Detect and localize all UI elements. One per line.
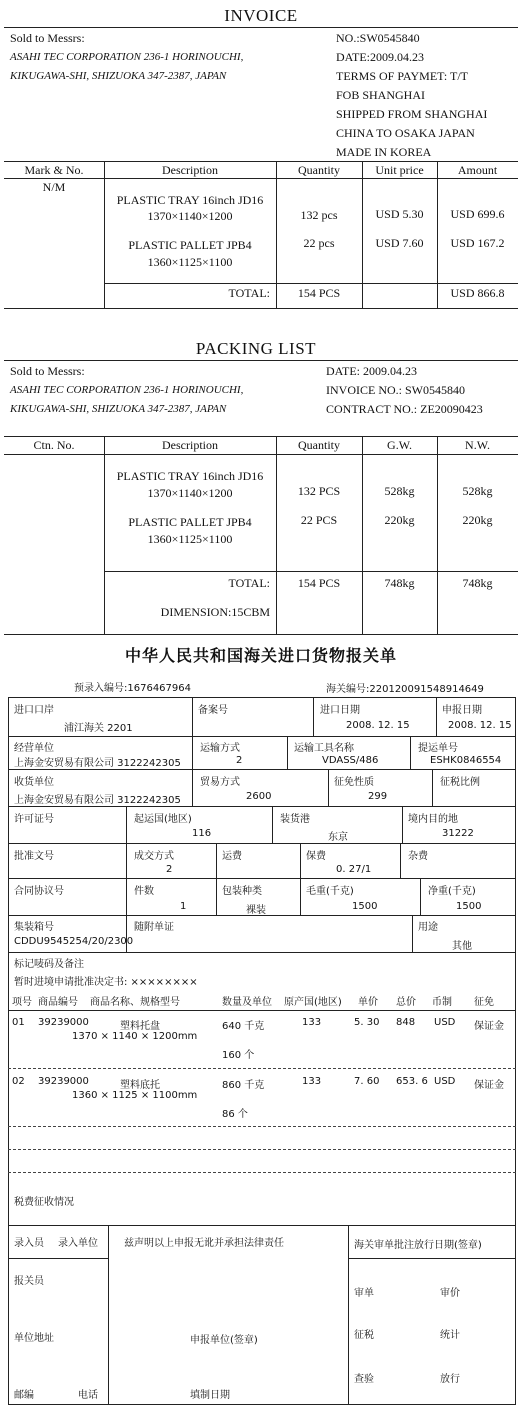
- customs-price-review-label: 审价: [440, 1288, 460, 1299]
- invoice-item1-amount: USD 699.6: [450, 207, 505, 221]
- customs-release-label: 放行: [440, 1374, 460, 1385]
- packing-item1-desc: PLASTIC TRAY 16inch JD16: [116, 469, 264, 483]
- packing-item2-size: 1360×1125×1100: [147, 532, 233, 546]
- customs-transport-label: 运输方式: [200, 743, 240, 754]
- customs-approval-title: 海关审单批注放行日期(签章): [354, 1240, 482, 1251]
- packing-header-nw: N.W.: [465, 438, 490, 452]
- goods-header-name: 商品名称、规格型号: [90, 997, 180, 1008]
- divider: [192, 736, 193, 806]
- customs-port-value: 浦江海关 2201: [64, 723, 133, 734]
- divider: [436, 697, 437, 736]
- customs-tax-label: 税费征收情况: [14, 1197, 74, 1208]
- packing-header-ctn: Ctn. No.: [33, 438, 75, 452]
- customs-deal-label: 成交方式: [134, 851, 174, 862]
- packing-date: DATE: 2009.04.23: [326, 364, 417, 378]
- invoice-date: DATE:2009.04.23: [336, 50, 424, 64]
- divider: [4, 634, 518, 635]
- customs-trade-label: 贸易方式: [200, 777, 240, 788]
- invoice-header-amount: Amount: [457, 163, 498, 177]
- goods-row2-price: 7. 60: [354, 1076, 380, 1087]
- customs-misc-label: 杂费: [408, 851, 428, 862]
- goods-row1-spec: 1370 × 1140 × 1200mm: [72, 1031, 198, 1042]
- divider: [412, 915, 413, 952]
- customs-marks-label: 标记唛码及备注: [14, 959, 84, 970]
- invoice-buyer-line2: KIKUGAWA-SHI, SHIZUOKA 347-2387, JAPAN: [10, 70, 227, 82]
- invoice-sold-to-label: Sold to Messrs:: [10, 31, 85, 45]
- customs-declaration: 兹声明以上申报无讹并承担法律责任: [124, 1238, 284, 1249]
- customs-bl-value: ESHK0846554: [430, 755, 502, 766]
- divider: [287, 736, 288, 769]
- packing-item1-nw: 528kg: [462, 484, 493, 498]
- divider: [362, 161, 363, 308]
- goods-row2-qty2: 86 个: [222, 1109, 248, 1120]
- divider: [8, 1126, 516, 1127]
- customs-container-label: 集装箱号: [14, 922, 54, 933]
- goods-row2-exempt: 保证金: [474, 1080, 504, 1091]
- invoice-item2-qty: 22 pcs: [303, 236, 335, 250]
- divider: [362, 436, 363, 634]
- invoice-header-mark: Mark & No.: [24, 163, 84, 177]
- divider: [300, 843, 301, 915]
- invoice-total-label: TOTAL:: [228, 286, 270, 300]
- customs-use-label: 用途: [418, 922, 438, 933]
- customs-deal-value: 2: [166, 864, 173, 875]
- goods-row1-name: 塑料托盘: [120, 1021, 160, 1032]
- divider: [8, 1172, 516, 1173]
- divider: [437, 436, 438, 634]
- divider: [420, 878, 421, 915]
- customs-port-loading-value: 东京: [328, 832, 348, 843]
- customs-freight-label: 运费: [222, 851, 242, 862]
- customs-record-label: 备案号: [198, 705, 228, 716]
- packing-total-nw: 748kg: [462, 576, 493, 590]
- packing-item2-qty: 22 PCS: [300, 513, 338, 527]
- invoice-shipped-from: SHIPPED FROM SHANGHAI: [336, 107, 488, 121]
- divider: [8, 843, 516, 844]
- goods-row1-exempt: 保证金: [474, 1021, 504, 1032]
- customs-use-value: 其他: [452, 941, 472, 952]
- divider: [8, 952, 516, 953]
- divider: [402, 806, 403, 843]
- customs-declare-unit-label: 申报单位(签章): [190, 1335, 258, 1346]
- customs-container-value: CDDU9545254/20/2300: [14, 936, 134, 947]
- packing-header-quantity: Quantity: [298, 438, 340, 452]
- packing-buyer-line2: KIKUGAWA-SHI, SHIZUOKA 347-2387, JAPAN: [10, 403, 227, 415]
- packing-title: PACKING LIST: [195, 339, 317, 358]
- customs-vehicle-label: 运输工具名称: [294, 743, 354, 754]
- customs-insurance-label: 保费: [306, 851, 326, 862]
- divider: [4, 27, 518, 28]
- customs-fill-date-label: 填制日期: [190, 1390, 230, 1401]
- divider: [432, 769, 433, 806]
- invoice-header-description: Description: [162, 163, 218, 177]
- customs-license-label: 许可证号: [14, 814, 54, 825]
- customs-docs-label: 随附单证: [134, 922, 174, 933]
- divider: [8, 1258, 108, 1259]
- invoice-route: CHINA TO OSAKA JAPAN: [336, 126, 475, 140]
- goods-header-origin: 原产国(地区): [284, 997, 342, 1008]
- customs-tax-ratio-label: 征税比例: [440, 777, 480, 788]
- goods-row1-no: 01: [12, 1017, 25, 1028]
- customs-review-label: 审单: [354, 1288, 374, 1299]
- customs-gross-value: 1500: [352, 901, 378, 912]
- customs-net-value: 1500: [456, 901, 482, 912]
- goods-row2-no: 02: [12, 1076, 25, 1087]
- customs-port-label: 进口口岸: [14, 705, 54, 716]
- divider: [8, 1149, 516, 1150]
- customs-broker-label: 报关员: [14, 1276, 44, 1287]
- customs-pieces-value: 1: [180, 901, 187, 912]
- packing-item2-nw: 220kg: [462, 513, 493, 527]
- customs-vehicle-value: VDASS/486: [322, 755, 379, 766]
- customs-levy-label: 征税: [354, 1330, 374, 1341]
- customs-unit-address-label: 单位地址: [14, 1333, 54, 1344]
- goods-row1-origin: 133: [302, 1017, 322, 1028]
- invoice-fob: FOB SHANGHAI: [336, 88, 426, 102]
- goods-row2-total: 653. 6: [396, 1076, 428, 1087]
- customs-import-date: 2008. 12. 15: [346, 720, 410, 731]
- customs-no: 海关编号:220120091548914649: [326, 684, 484, 695]
- customs-destination-label: 境内目的地: [408, 814, 458, 825]
- divider: [8, 1225, 516, 1226]
- divider: [313, 697, 314, 736]
- customs-transport-value: 2: [236, 755, 243, 766]
- goods-header-no: 项号: [12, 997, 32, 1008]
- divider: [104, 283, 518, 284]
- goods-header-exempt: 征免: [474, 997, 494, 1008]
- customs-operator-label: 经营单位: [14, 743, 54, 754]
- divider: [8, 1010, 516, 1011]
- invoice-title: INVOICE: [224, 6, 298, 25]
- customs-gross-label: 毛重(千克): [306, 886, 354, 897]
- packing-dimension: DIMENSION:15CBM: [160, 605, 270, 619]
- invoice-item1-qty: 132 pcs: [300, 208, 338, 222]
- invoice-item1-unit: USD 5.30: [375, 207, 424, 221]
- goods-row2-code: 39239000: [38, 1076, 89, 1087]
- divider: [126, 806, 127, 843]
- goods-row2-spec: 1360 × 1125 × 1100mm: [72, 1090, 198, 1101]
- divider: [8, 736, 516, 737]
- customs-exemption-label: 征免性质: [334, 777, 374, 788]
- goods-header-qty: 数量及单位: [222, 997, 272, 1008]
- invoice-item1-size: 1370×1140×1200: [147, 209, 233, 223]
- customs-operator-value: 上海金安贸易有限公司 3122242305: [14, 758, 181, 769]
- packing-item1-qty: 132 PCS: [297, 484, 341, 498]
- divider: [348, 1258, 516, 1259]
- goods-header-price: 单价: [358, 997, 378, 1008]
- invoice-item2-amount: USD 167.2: [450, 236, 505, 250]
- customs-trade-value: 2600: [246, 791, 272, 802]
- goods-row1-qty: 640 千克: [222, 1021, 265, 1032]
- divider: [4, 161, 518, 162]
- packing-item1-size: 1370×1140×1200: [147, 486, 233, 500]
- packing-item2-desc: PLASTIC PALLET JPB4: [128, 515, 252, 529]
- invoice-buyer-line1: ASAHI TEC CORPORATION 236-1 HORINOUCHI,: [10, 51, 244, 63]
- invoice-made-in: MADE IN KOREA: [336, 145, 432, 159]
- invoice-item2-size: 1360×1125×1100: [147, 255, 233, 269]
- invoice-total-qty: 154 PCS: [297, 286, 341, 300]
- divider: [272, 806, 273, 843]
- customs-package-value: 裸装: [246, 905, 266, 916]
- customs-package-label: 包装种类: [222, 886, 262, 897]
- goods-row2-name: 塑料底托: [120, 1080, 160, 1091]
- divider: [8, 1068, 516, 1069]
- packing-header-description: Description: [162, 438, 218, 452]
- goods-row1-currency: USD: [434, 1017, 456, 1028]
- packing-item2-gw: 220kg: [384, 513, 415, 527]
- goods-row1-total: 848: [396, 1017, 416, 1028]
- packing-sold-to-label: Sold to Messrs:: [10, 364, 85, 378]
- packing-buyer-line1: ASAHI TEC CORPORATION 236-1 HORINOUCHI,: [10, 384, 244, 396]
- packing-invoice-no: INVOICE NO.: SW0545840: [326, 383, 465, 397]
- divider: [192, 697, 193, 736]
- customs-approval-label: 批准文号: [14, 851, 54, 862]
- customs-phone-label: 电话: [78, 1390, 98, 1401]
- customs-contract-label: 合同协议号: [14, 886, 64, 897]
- divider: [4, 436, 518, 437]
- invoice-item2-unit: USD 7.60: [375, 236, 424, 250]
- divider: [410, 736, 411, 769]
- customs-insurance-value: 0. 27/1: [336, 864, 372, 875]
- customs-receiver-label: 收货单位: [14, 777, 54, 788]
- invoice-header-quantity: Quantity: [298, 163, 340, 177]
- customs-marks-value: 暂时进境申请批准决定书: ××××××××: [14, 977, 198, 988]
- packing-total-gw: 748kg: [384, 576, 415, 590]
- customs-postcode-label: 邮编: [14, 1390, 34, 1401]
- divider: [348, 1225, 349, 1405]
- divider: [4, 360, 518, 361]
- packing-total-qty: 154 PCS: [297, 576, 341, 590]
- goods-header-total: 总价: [396, 997, 416, 1008]
- goods-row2-origin: 133: [302, 1076, 322, 1087]
- goods-row2-currency: USD: [434, 1076, 456, 1087]
- customs-receiver-value: 上海金安贸易有限公司 3122242305: [14, 795, 181, 806]
- goods-row1-code: 39239000: [38, 1017, 89, 1028]
- divider: [4, 308, 518, 309]
- packing-contract-no: CONTRACT NO.: ZE20090423: [326, 402, 483, 416]
- customs-exemption-value: 299: [368, 791, 388, 802]
- customs-net-label: 净重(千克): [428, 886, 476, 897]
- customs-entry-unit: 录入单位: [58, 1238, 98, 1249]
- customs-port-loading-label: 装货港: [280, 814, 310, 825]
- divider: [8, 806, 516, 807]
- invoice-no: NO.:SW0545840: [336, 31, 420, 45]
- customs-bl-label: 提运单号: [418, 743, 458, 754]
- divider: [8, 878, 516, 879]
- divider: [276, 436, 277, 634]
- customs-declare-date: 2008. 12. 15: [448, 720, 512, 731]
- customs-title: 中华人民共和国海关进口货物报关单: [124, 646, 397, 665]
- customs-origin-country-value: 116: [192, 828, 212, 839]
- invoice-total-amount: USD 866.8: [450, 286, 505, 300]
- invoice-item2-desc: PLASTIC PALLET JPB4: [128, 238, 252, 252]
- invoice-mark: N/M: [42, 180, 66, 194]
- packing-header-gw: G.W.: [387, 438, 412, 452]
- divider: [4, 454, 518, 455]
- customs-declare-date-label: 申报日期: [442, 705, 482, 716]
- divider: [104, 571, 518, 572]
- divider: [216, 843, 217, 915]
- goods-row1-price: 5. 30: [354, 1017, 380, 1028]
- customs-origin-country-label: 起运国(地区): [134, 814, 192, 825]
- divider: [328, 769, 329, 806]
- packing-total-label: TOTAL:: [228, 576, 270, 590]
- customs-inspect-label: 查验: [354, 1374, 374, 1385]
- divider: [126, 843, 127, 915]
- invoice-terms: TERMS OF PAYMET: T/T: [336, 69, 468, 83]
- goods-row2-qty: 860 千克: [222, 1080, 265, 1091]
- divider: [108, 1225, 109, 1405]
- customs-pre-entry: 预录入编号:1676467964: [74, 683, 191, 694]
- customs-stats-label: 统计: [440, 1330, 460, 1341]
- goods-row1-qty2: 160 个: [222, 1050, 255, 1061]
- divider: [8, 769, 516, 770]
- packing-item1-gw: 528kg: [384, 484, 415, 498]
- divider: [104, 161, 105, 308]
- goods-header-code: 商品编号: [38, 997, 78, 1008]
- divider: [400, 843, 401, 878]
- goods-header-currency: 币制: [432, 997, 452, 1008]
- customs-import-date-label: 进口日期: [320, 705, 360, 716]
- invoice-header-unit-price: Unit price: [375, 163, 424, 177]
- customs-destination-value: 31222: [442, 828, 474, 839]
- customs-pieces-label: 件数: [134, 886, 154, 897]
- invoice-item1-desc: PLASTIC TRAY 16inch JD16: [116, 193, 264, 207]
- customs-entry-person: 录入员: [14, 1238, 44, 1249]
- divider: [4, 178, 518, 179]
